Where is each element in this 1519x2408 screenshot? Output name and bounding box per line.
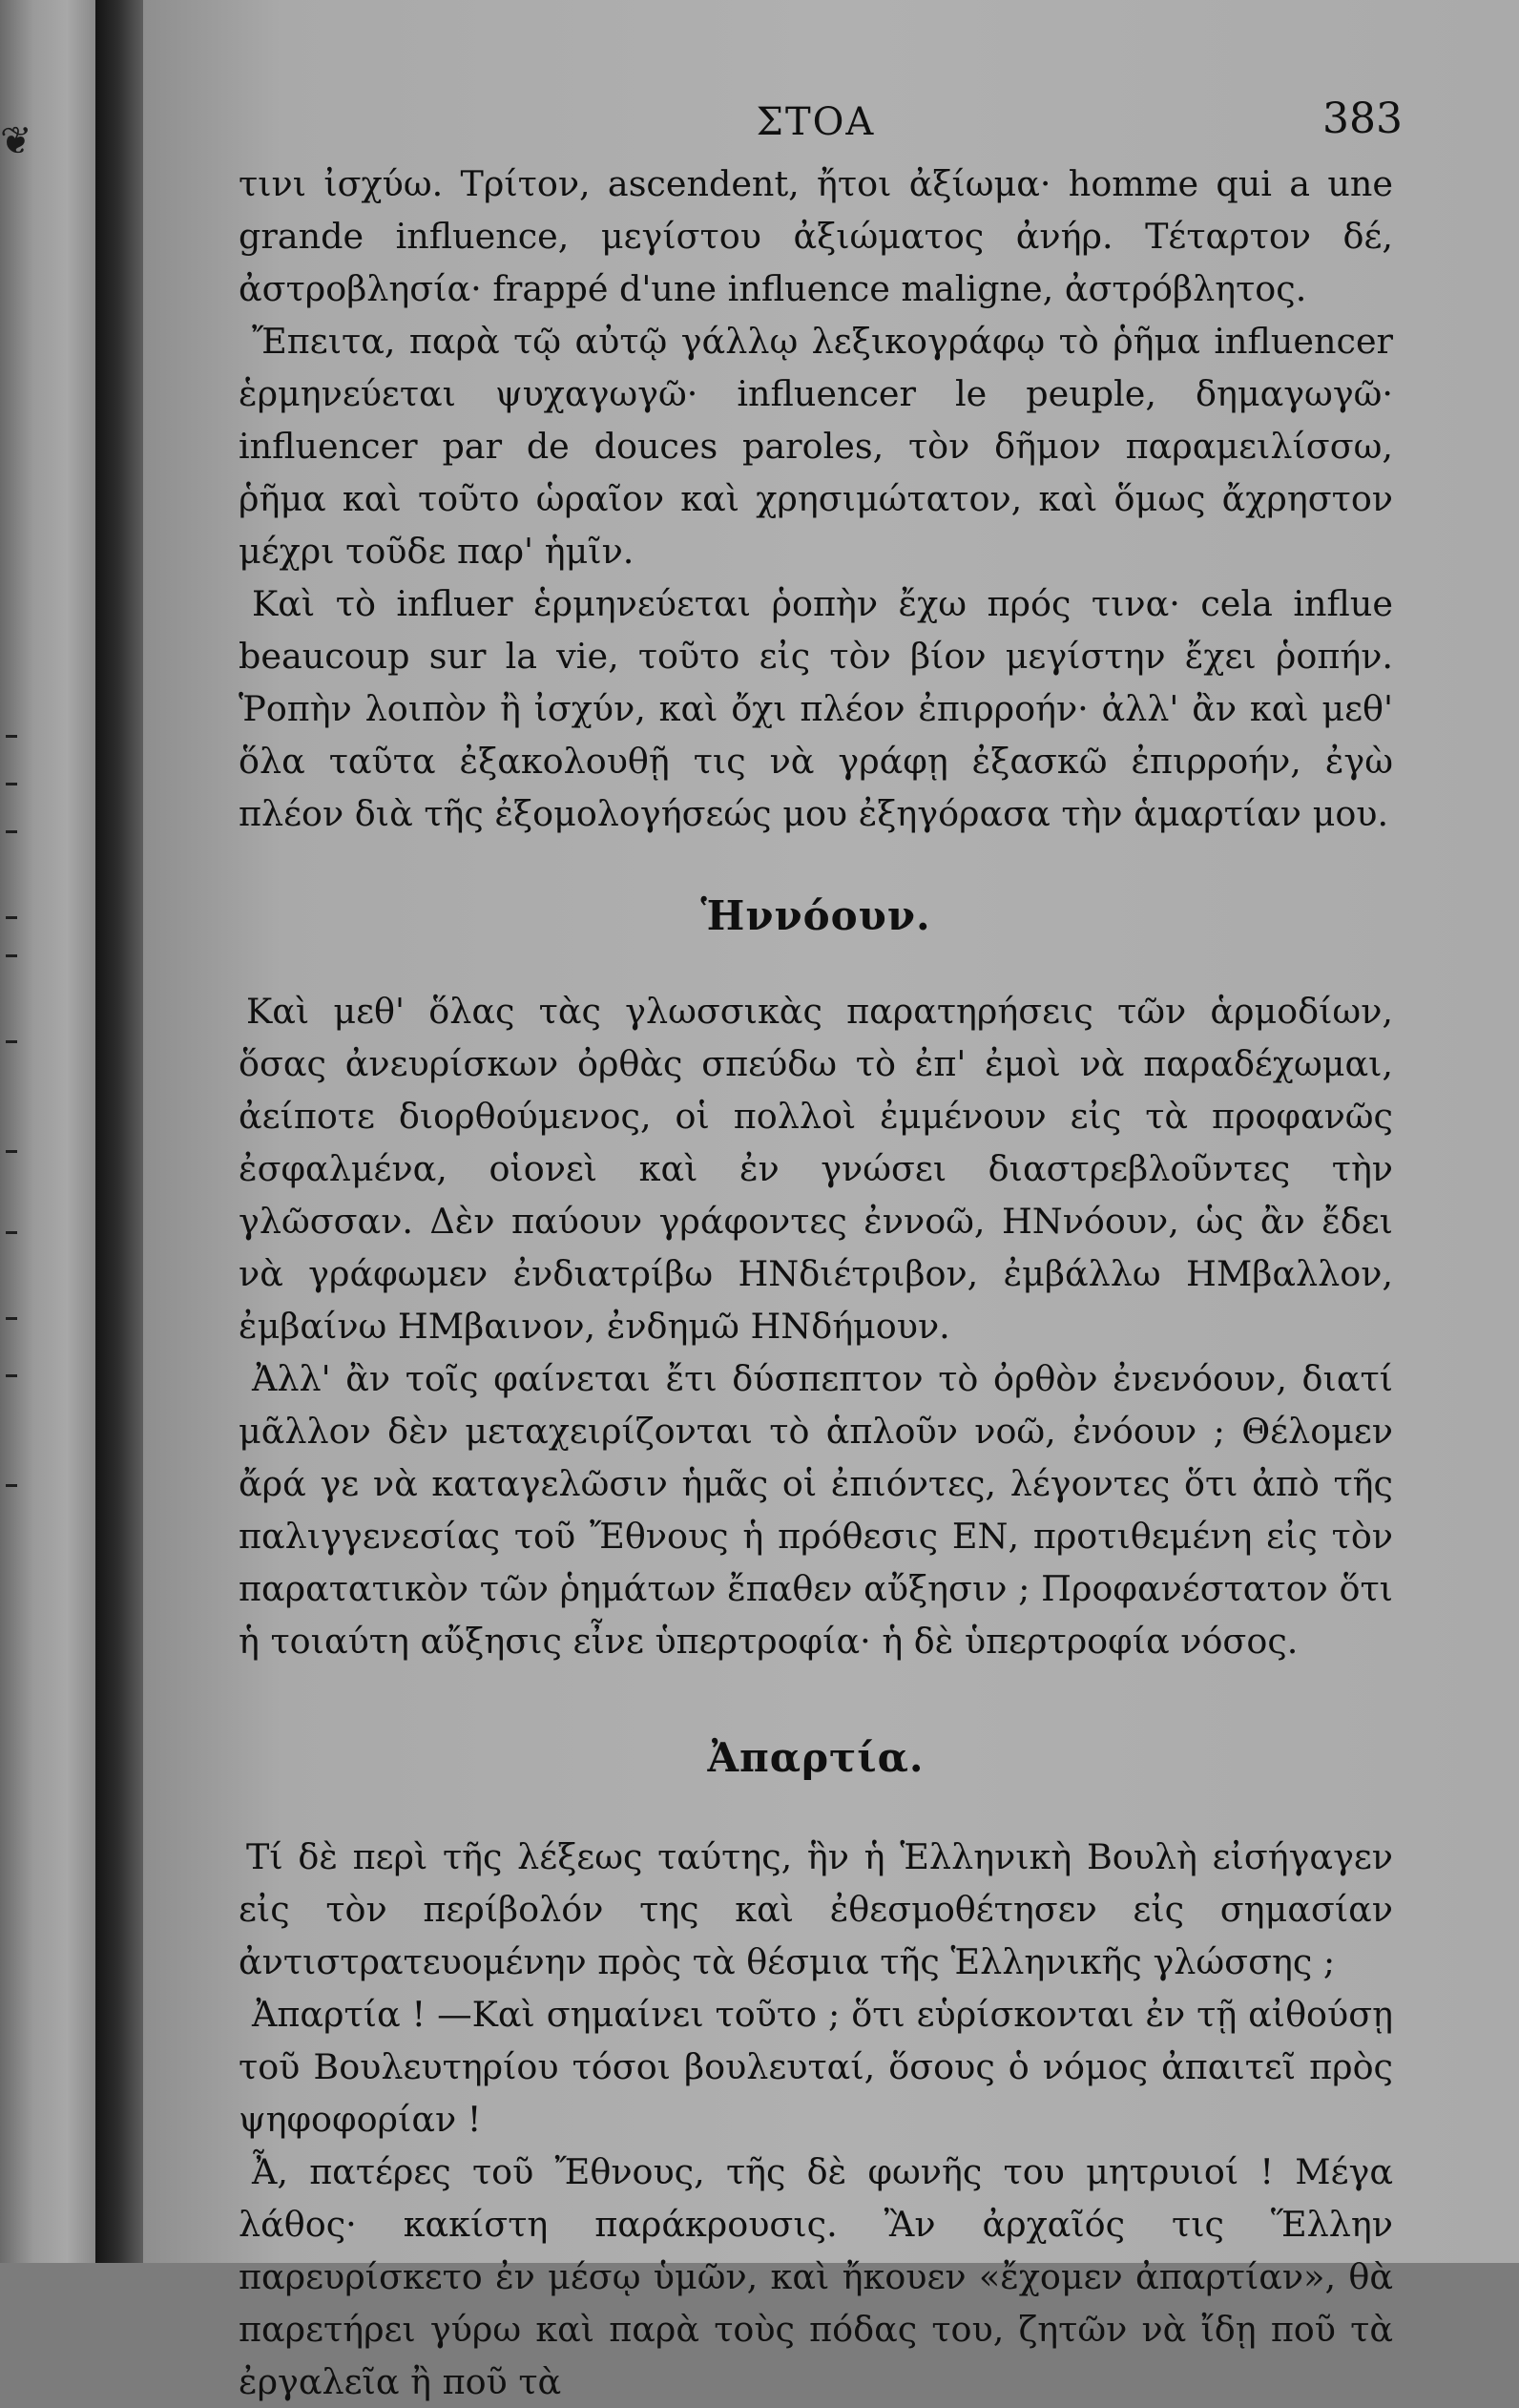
text-remnant bbox=[6, 954, 17, 957]
section-heading-apartia: Ἀπαρτία. bbox=[707, 1734, 925, 1781]
section-2-paragraph-2: Ἀπαρτία ! —Καὶ σημαίνει τοῦτο ; ὅτι εὑρίσκονται ἐν τῇ αἰθούσῃ τοῦ Βουλευτηρίου τόσοι βουλευταί, ὅσους ὁ νόμος ἀπαιτεῖ πρὸς ψηφοφορίαν ! bbox=[239, 1994, 1393, 2140]
intro-paragraph-3: Καὶ τὸ influer ἑρμηνεύεται ῥοπὴν ἔχω πρός τινα· cela influe beaucoup sur la vie, τοῦτο εἰς τὸν βίον μεγίστην ἔχει ῥοπήν. Ῥοπὴν λοιπὸν ἢ ἰσχύν, καὶ ὄχι πλέον ἐπιρροήν· ἀλλ' ἂν καὶ μεθ' ὅλα ταῦτα ἐξακολουθῇ τις νὰ γράφῃ ἐξασκῶ ἐπιρροήν, ἐγὼ πλέον διὰ τῆς ἐξομολογήσεώς μου ἐξηγόρασα τὴν ἁμαρτίαν μου. bbox=[239, 583, 1393, 834]
text-remnant bbox=[6, 1374, 17, 1377]
text-remnant bbox=[6, 1317, 17, 1320]
text-remnant bbox=[6, 1150, 17, 1153]
section-1-paragraph-1: Καὶ μεθ' ὅλας τὰς γλωσσικὰς παρατηρήσεις τῶν ἁρμοδίων, ὅσας ἀνευρίσκων ὀρθὰς σπεύδω τὸ ἐπ' ἐμοὶ νὰ παραδέχωμαι, ἀείποτε διορθούμενος, οἱ πολλοὶ ἐμμένουν εἰς τὰ προφανῶς ἐσφαλμένα, οἱονεὶ καὶ ἐν γνώσει διαστρεβλοῦντες τὴν γλῶσσαν. Δὲν παύουν γράφοντες ἐννοῶ, ΗΝνόουν, ὡς ἂν ἔδει νὰ γράφωμεν ἐνδιατρίβω ΗΝδιέτριβον, ἐμβάλλω ΗΜβαλλον, ἐμβαίνω ΗΜβαινον, ἐνδημῶ ΗΝδήμουν. bbox=[239, 991, 1393, 1347]
page-number: 383 bbox=[1322, 94, 1403, 143]
text-remnant bbox=[6, 830, 17, 833]
section-1-paragraph-2: Ἀλλ' ἂν τοῖς φαίνεται ἔτι δύσπεπτον τὸ ὀρθὸν ἐνενόουν, διατί μᾶλλον δὲν μεταχειρίζονται τὸ ἁπλοῦν νοῶ, ἐνόουν ; Θέλομεν ἄρά γε νὰ καταγελῶσιν ἡμᾶς οἱ ἐπιόντες, λέγοντες ὅτι ἀπὸ τῆς παλιγγενεσίας τοῦ Ἔθνους ἡ πρόθεσις ΕΝ, προτιθεμένη εἰς τὸν παρατατικὸν τῶν ῥημάτων ἔπαθεν αὔξησιν ; Προφανέστατον ὅτι ἡ τοιαύτη αὔξησις εἶνε ὑπερτροφία· ἡ δὲ ὑπερτροφία νόσος. bbox=[239, 1358, 1393, 1662]
section-2-paragraph-3: Ἆ, πατέρες τοῦ Ἔθνους, τῆς δὲ φωνῆς του μητρυιοί ! Μέγα λάθος· κακίστη παράκρουσις. Ἂν ἀρχαῖός τις Ἕλλην παρευρίσκετο ἐν μέσῳ ὑμῶν, καὶ ἤκουεν «ἔχομεν ἀπαρτίαν», θὰ παρετήρει γύρω καὶ παρὰ τοὺς πόδας του, ζητῶν νὰ ἴδῃ ποῦ τὰ ἐργαλεῖα ἢ ποῦ τὰ bbox=[239, 2151, 1393, 2402]
text-remnant bbox=[6, 735, 17, 738]
book-page bbox=[143, 0, 1519, 2402]
section-heading-ennooun: Ἡννόουν. bbox=[700, 892, 931, 939]
facing-page bbox=[0, 0, 95, 2263]
text-remnant bbox=[6, 916, 17, 919]
running-head bbox=[239, 94, 1403, 157]
text-remnant bbox=[6, 1040, 17, 1043]
body-text bbox=[239, 157, 1393, 2408]
margin-ornament: ❦ bbox=[0, 119, 32, 163]
text-remnant bbox=[6, 783, 17, 785]
section-2-paragraph-1: Τί δὲ περὶ τῆς λέξεως ταύτης, ἣν ἡ Ἑλληνικὴ Βουλὴ εἰσήγαγεν εἰς τὸν περίβολόν της καὶ ἐθεσμοθέτησεν εἰς σημασίαν ἀντιστρατευομένην πρὸς τὰ θέσμια τῆς Ἑλληνικῆς γλώσσης ; bbox=[239, 1836, 1393, 1982]
running-head-title: ΣΤΟΑ bbox=[756, 100, 876, 144]
intro-paragraph-2: Ἔπειτα, παρὰ τῷ αὐτῷ γάλλῳ λεξικογράφῳ τὸ ῥῆμα influencer ἑρμηνεύεται ψυχαγωγῶ· influencer le peuple, δημαγωγῶ· influencer par de douces paroles, τὸν δῆμον παραμειλίσσω, ῥῆμα καὶ τοῦτο ὡραῖον καὶ χρησιμώτατον, καὶ ὅμως ἄχρηστον μέχρι τοῦδε παρ' ἡμῖν. bbox=[239, 321, 1393, 572]
facing-page-text-remnants bbox=[0, 0, 57, 2263]
intro-paragraph-1: τινι ἰσχύω. Τρίτον, ascendent, ἤτοι ἀξίωμα· homme qui a une grande influence, μεγίστου ἀξιώματος ἀνήρ. Τέταρτον δέ, ἀστροβλησία· frappé d'une influence maligne, ἀστρόβλητος. bbox=[239, 163, 1393, 309]
text-remnant bbox=[6, 1484, 17, 1487]
page-content bbox=[239, 94, 1403, 2408]
text-remnant bbox=[6, 1231, 17, 1234]
